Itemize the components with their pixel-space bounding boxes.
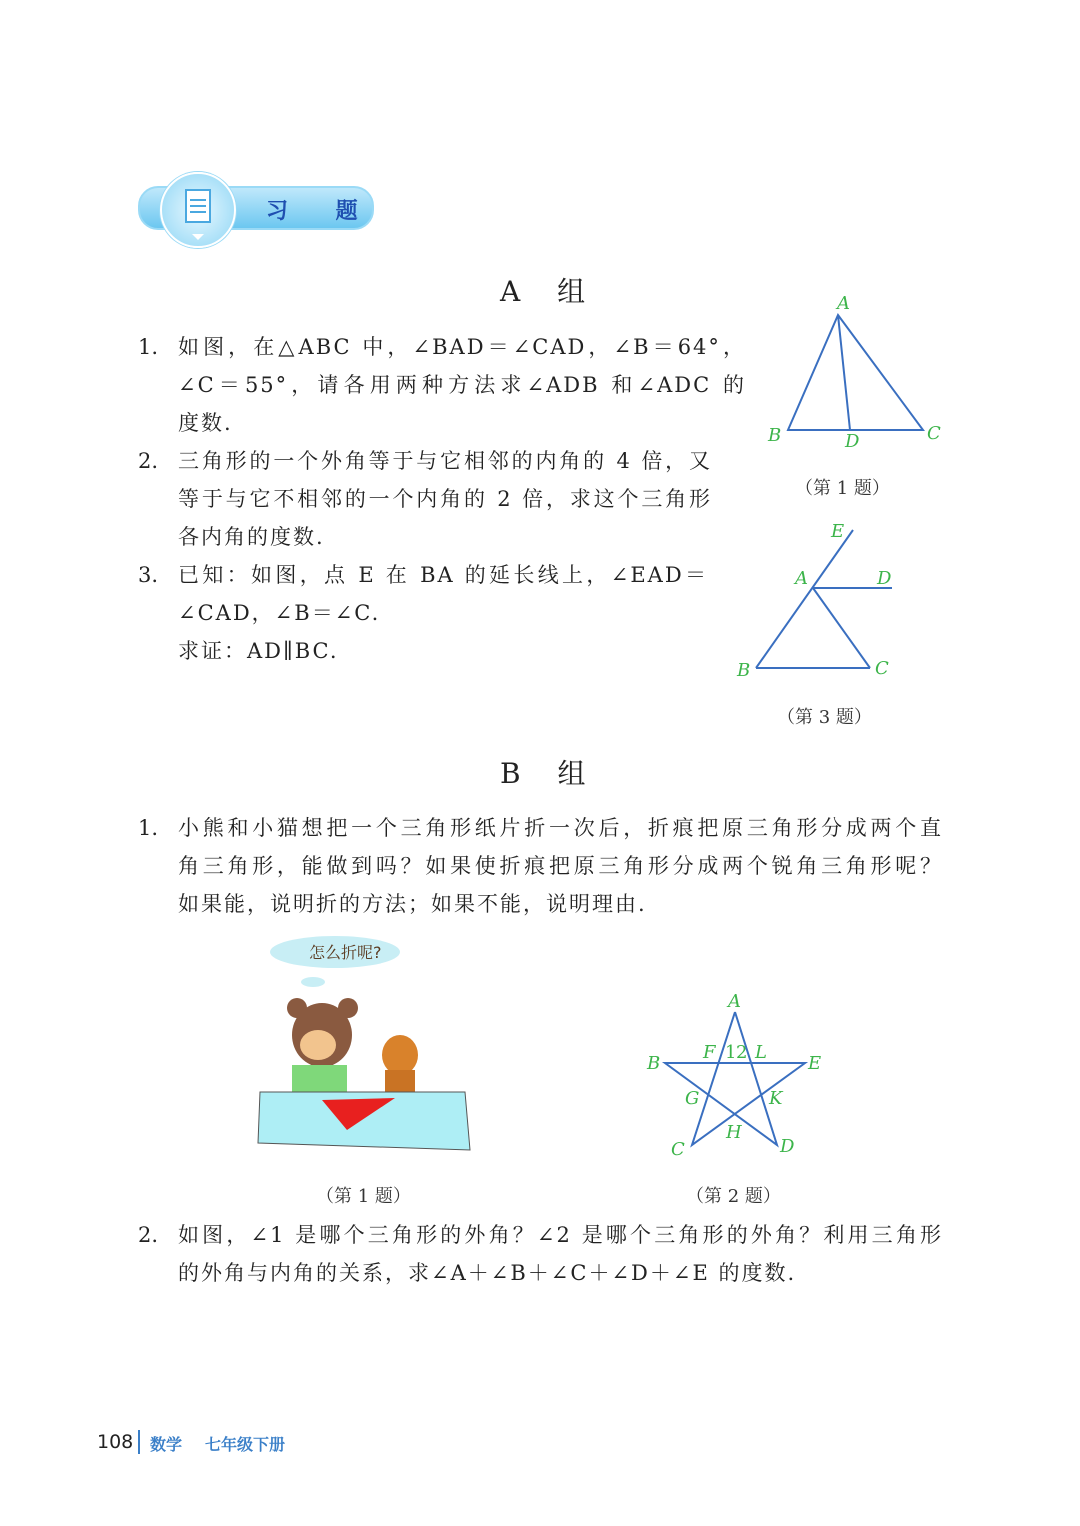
banner-title: 习 题 (266, 199, 378, 224)
figure-triangle-abc (788, 315, 923, 430)
label-d: D (877, 568, 892, 589)
label-h: H (726, 1122, 742, 1143)
label-d: D (845, 431, 860, 452)
page-number: 108 (97, 1431, 134, 1453)
problem-number: 3. (138, 563, 159, 587)
label-a: A (795, 568, 808, 589)
label-l: L (755, 1042, 767, 1063)
label-a: A (728, 991, 741, 1012)
problem-number: 1. (138, 816, 159, 840)
label-b: B (737, 660, 751, 681)
group-a-title: A 组 (500, 275, 600, 308)
problem-text: 等于与它不相邻的一个内角的 2 倍，求这个三角形 (178, 487, 712, 511)
label-c: C (875, 658, 889, 679)
problem-text: 求证：AD∥BC. (178, 639, 339, 663)
footer-subject: 数学 (150, 1435, 183, 1454)
problem-text: 如图，∠1 是哪个三角形的外角？∠2 是哪个三角形的外角？利用三角形 (178, 1223, 943, 1247)
label-e: E (808, 1053, 822, 1074)
label-g: G (685, 1088, 700, 1109)
figure-bear-cat (258, 936, 470, 1150)
problem-text: 三角形的一个外角等于与它相邻的内角的 4 倍，又 (178, 449, 712, 473)
problem-text: 角三角形，能做到吗？如果使折痕把原三角形分成两个锐角三角形呢？ (178, 854, 943, 878)
footer-book: 七年级下册 (205, 1435, 286, 1454)
figure-extended-triangle (756, 530, 892, 668)
label-f: F (703, 1042, 716, 1063)
label-k: K (769, 1088, 783, 1109)
problem-text: 小熊和小猫想把一个三角形纸片折一次后，折痕把原三角形分成两个直 (178, 816, 943, 840)
problem-number: 2. (138, 1223, 159, 1247)
label-b: B (647, 1053, 661, 1074)
label-e: E (831, 521, 845, 542)
problem-text: 度数. (178, 411, 233, 435)
label-b: B (768, 425, 782, 446)
problem-text: ∠CAD，∠B＝∠C. (178, 601, 381, 625)
group-b-title: B 组 (500, 757, 600, 790)
angle-2-label: 2 (736, 1042, 748, 1063)
label-c: C (927, 423, 941, 444)
label-c: C (671, 1139, 685, 1160)
figure-caption: （第 2 题） (686, 1186, 781, 1207)
problem-text: 已知：如图，点 E 在 BA 的延长线上，∠EAD＝ (178, 563, 708, 587)
figure-caption: （第 3 题） (777, 707, 872, 728)
problem-text: ∠C＝55°，请各用两种方法求∠ADB 和∠ADC 的 (178, 373, 746, 397)
figure-caption: （第 1 题） (316, 1186, 411, 1207)
footer-divider (138, 1430, 140, 1454)
problem-number: 2. (138, 449, 159, 473)
problem-text: 如果能，说明折的方法；如果不能，说明理由. (178, 892, 647, 916)
label-d: D (780, 1136, 795, 1157)
problem-text: 各内角的度数. (178, 525, 325, 549)
problem-number: 1. (138, 335, 159, 359)
problem-text: 如图，在△ABC 中，∠BAD＝∠CAD，∠B＝64°， (178, 335, 746, 359)
figure-caption: （第 1 题） (795, 478, 890, 499)
thought-bubble-text: 怎么折呢? (309, 943, 382, 962)
label-a: A (837, 293, 850, 314)
problem-text: 的外角与内角的关系，求∠A＋∠B＋∠C＋∠D＋∠E 的度数. (178, 1261, 797, 1285)
angle-1-label: 1 (725, 1042, 737, 1063)
